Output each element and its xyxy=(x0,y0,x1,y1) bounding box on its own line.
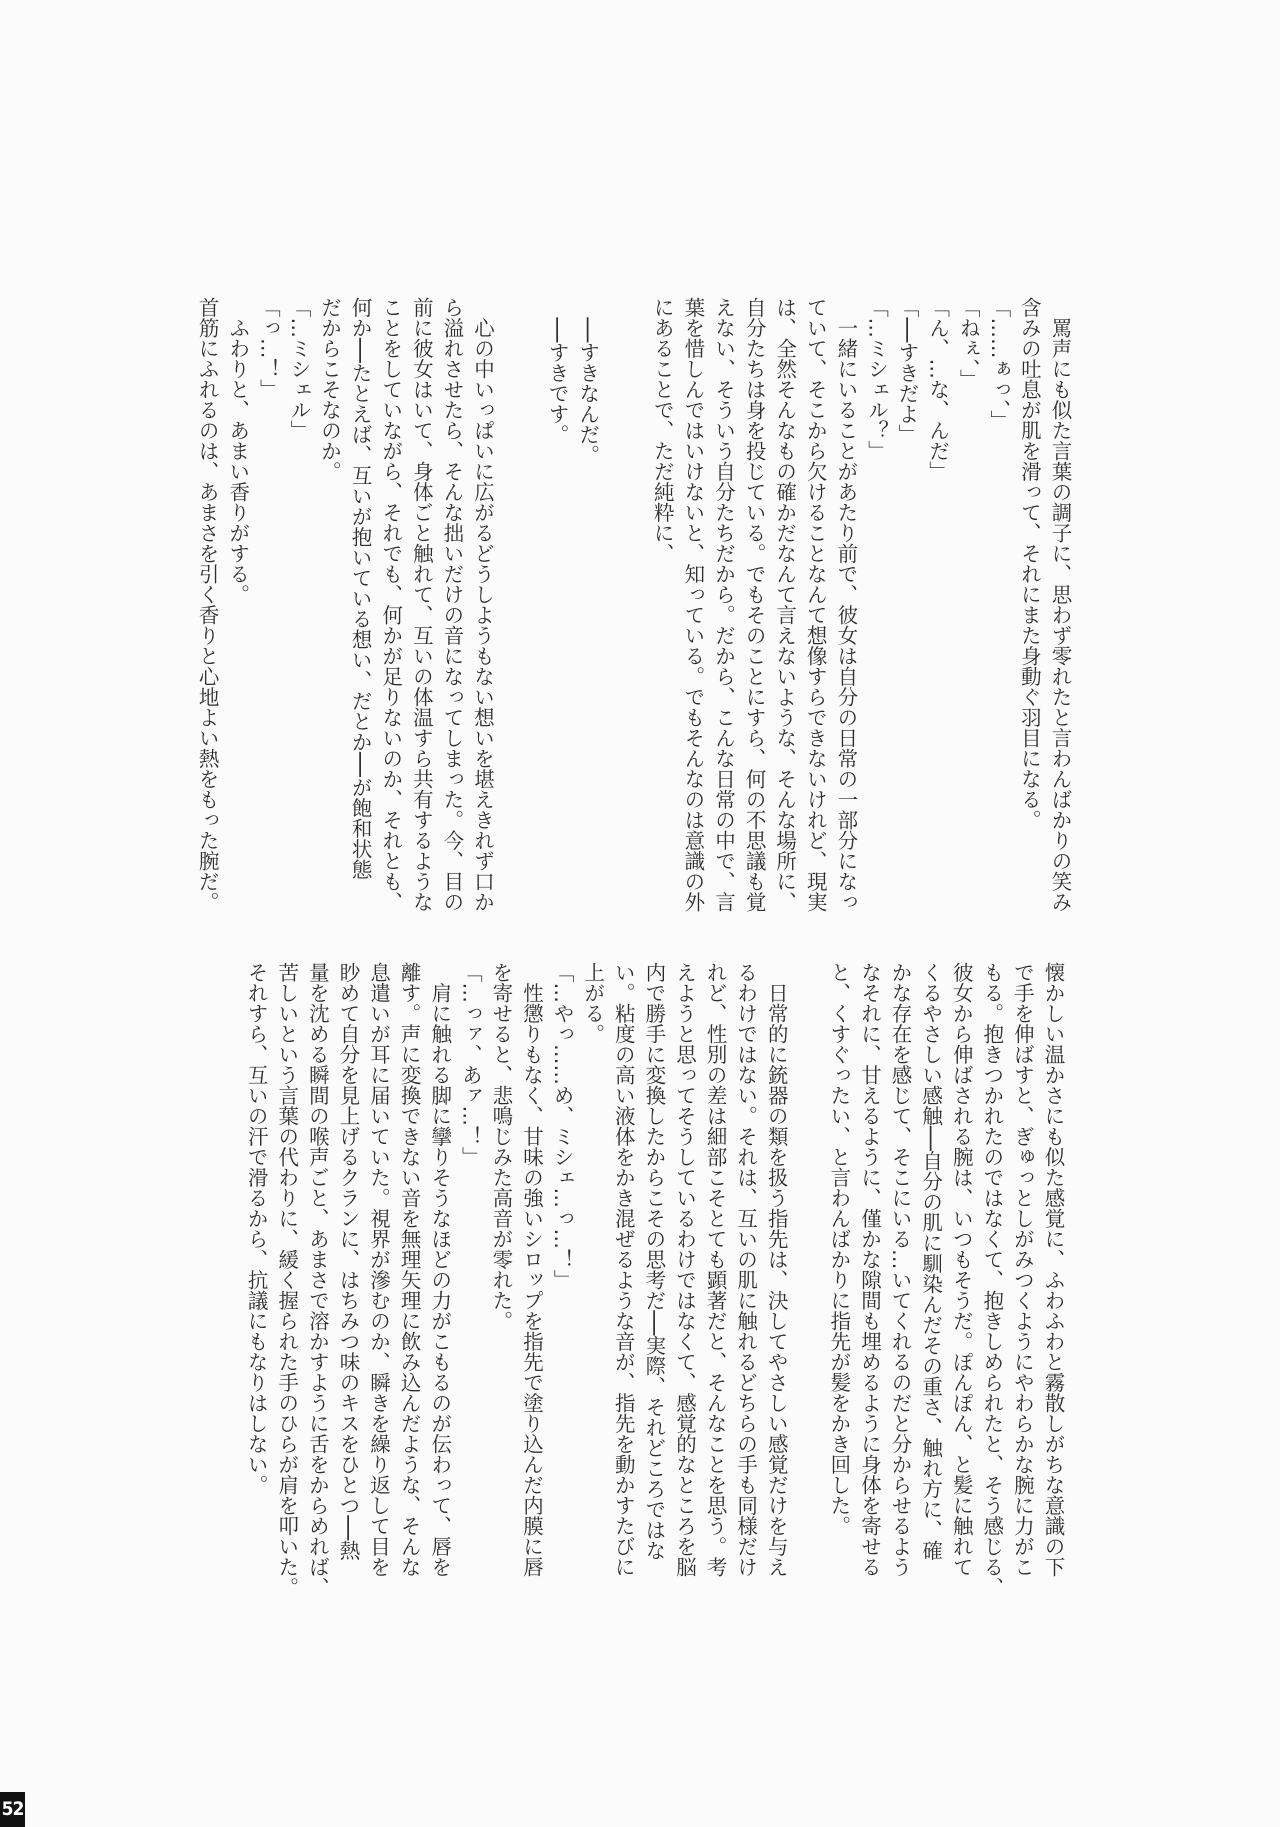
paragraph-gap xyxy=(603,297,647,937)
text-column: 量を沈める瞬間の喉声ごと、あまさで溶かすように舌をからめれば、 xyxy=(305,962,330,1598)
text-column: 性懲りもなく、甘味の強いシロップを指先で塗り込んだ内膜に唇 xyxy=(519,962,544,1577)
text-column: を寄せると、悲鳴じみた高音が零れた。 xyxy=(488,962,513,1331)
text-column: くるやさしい感触──自分の肌に馴染んだその重さ、触れ方に、確 xyxy=(918,962,943,1561)
text-column: ら溢れさせたら、そんな拙いだけの音になってしまった。今、目の xyxy=(439,297,464,912)
text-column: 「…っァ、あァ…！」 xyxy=(458,962,483,1167)
text-column: 息遣いが耳に届いていた。視界が滲むのか、瞬きを繰り返して目を xyxy=(366,962,391,1577)
text-column: ──すきなんだ。 xyxy=(575,297,600,466)
text-column: 離す。声に変換できない音を無理矢理に飲み込んだような、そんな xyxy=(397,962,422,1577)
text-column: 「……ぁっ、」 xyxy=(986,297,1011,431)
text-column: 「…やっ……め、ミシェ…っ…！」 xyxy=(550,962,575,1290)
text-column: 苦しいという言葉の代わりに、緩く握られた手のひらが肩を叩いた。 xyxy=(274,962,299,1598)
upper-text-tier xyxy=(192,297,1075,937)
text-column: と、くすぐったい、と言わんばかりに指先が髪をかき回した。 xyxy=(826,962,851,1536)
text-column: ふわりと、あまい香りがする。 xyxy=(225,297,250,605)
text-column: 自分たちは身を投じている。でもそのことにすら、何の不思議も覚 xyxy=(742,297,767,912)
text-column: れど、性別の差は細部こそとても顕著だと、そんなことを思う。考 xyxy=(703,962,728,1577)
text-column: なそれに、甘えるように、僅かな隙間も埋めるように身体を寄せる xyxy=(857,962,882,1577)
text-column: 含みの吐息が肌を滑って、それにまた身動ぐ羽目になる。 xyxy=(1017,297,1042,830)
text-column: で手を伸ばすと、ぎゅっとしがみつくようにやわらかな腕に力がこ xyxy=(1010,962,1035,1577)
text-column: は、全然そんなもの確かだなんて言えないような、そんな場所に、 xyxy=(772,297,797,912)
paragraph-gap xyxy=(791,962,823,1602)
text-column: 上がる。 xyxy=(580,962,605,1044)
text-column: えない、そういう自分たちだから。だから、こんな日常の中で、言 xyxy=(711,297,736,912)
text-column: 罵声にも似た言葉の調子に、思わず零れたと言わんばかりの笑み xyxy=(1048,297,1072,912)
text-column: 彼女から伸ばされる腕は、いつもそうだ。ぽんぽん、と髪に触れて xyxy=(949,962,974,1577)
lower-text-tier xyxy=(241,962,1068,1602)
text-column: 葉を惜しんではいけないと、知っている。でもそんなのは意識の外 xyxy=(680,297,705,912)
text-column: もる。抱きつかれたのではなくて、抱きしめられたと、そう感じる、 xyxy=(979,962,1004,1598)
text-column: るわけではない。それは、互いの肌に触れるどちらの手も同様だけ xyxy=(733,962,758,1577)
text-column: 眇めて自分を見上げるクランに、はちみつ味のキスをひとつ──熱 xyxy=(335,962,360,1561)
text-column: だからこそなのか。 xyxy=(317,297,342,482)
text-column: 「──すきだよ」 xyxy=(895,297,920,445)
text-column: 首筋にふれるのは、あまさを引く香りと心地よい熱をもった腕だ。 xyxy=(195,297,220,912)
text-column: にあることで、ただ純粋に、 xyxy=(650,297,675,564)
text-column: ことをしていながら、それでも、何かが足りないのか、それとも、 xyxy=(378,297,403,912)
text-column: 前に彼女はいて、身体ごと触れて、互いの体温すら共有するような xyxy=(409,297,434,912)
text-column: 何か──たとえば、互いが抱いている想い、だとか──が飽和状態 xyxy=(348,297,373,880)
text-column: 心の中いっぱいに広がるどうしようもない想いを堪えきれず口か xyxy=(470,297,495,912)
text-column: 「ん、…な、んだ」 xyxy=(925,297,950,482)
text-column: ていて、そこから欠けることなんて想像すらできないけれど、現実 xyxy=(803,297,828,912)
text-column: 「ねぇ、」 xyxy=(956,297,981,390)
text-column: 日常的に銃器の類を扱う指先は、決してやさしい感覚だけを与え xyxy=(764,962,789,1577)
text-column: 「…ミシェル？」 xyxy=(864,297,889,461)
text-column: ──すきです。 xyxy=(545,297,570,445)
text-column: えようと思ってそうしているわけではなくて、感覚的なところを脳 xyxy=(672,962,697,1577)
text-column: かな存在を感じて、そこにいる…いてくれるのだと分からせるよう xyxy=(888,962,913,1577)
page-number: 52 xyxy=(0,1792,25,1827)
paragraph-gap xyxy=(498,297,542,937)
text-column: 内で勝手に変換したからこその思考だ──実際、それどころではな xyxy=(641,962,666,1561)
text-column: 一緒にいることがあたり前で、彼女は自分の日常の一部分になっ xyxy=(833,297,858,912)
text-column: 懐かしい温かさにも似た感覚に、ふわふわと霧散しがちな意識の下 xyxy=(1041,962,1065,1577)
text-column: 「っ…！」 xyxy=(256,297,281,400)
text-column: 「…ミシェル」 xyxy=(286,297,311,441)
text-column: 肩に触れる脚に攣りそうなほどの力がこもるのが伝わって、唇を xyxy=(427,962,452,1577)
text-column: それすら、互いの汗で滑るから、抗議にもなりはしない。 xyxy=(244,962,269,1495)
text-column: い。粘度の高い液体をかき混ぜるような音が、指先を動かすたびに xyxy=(611,962,636,1577)
